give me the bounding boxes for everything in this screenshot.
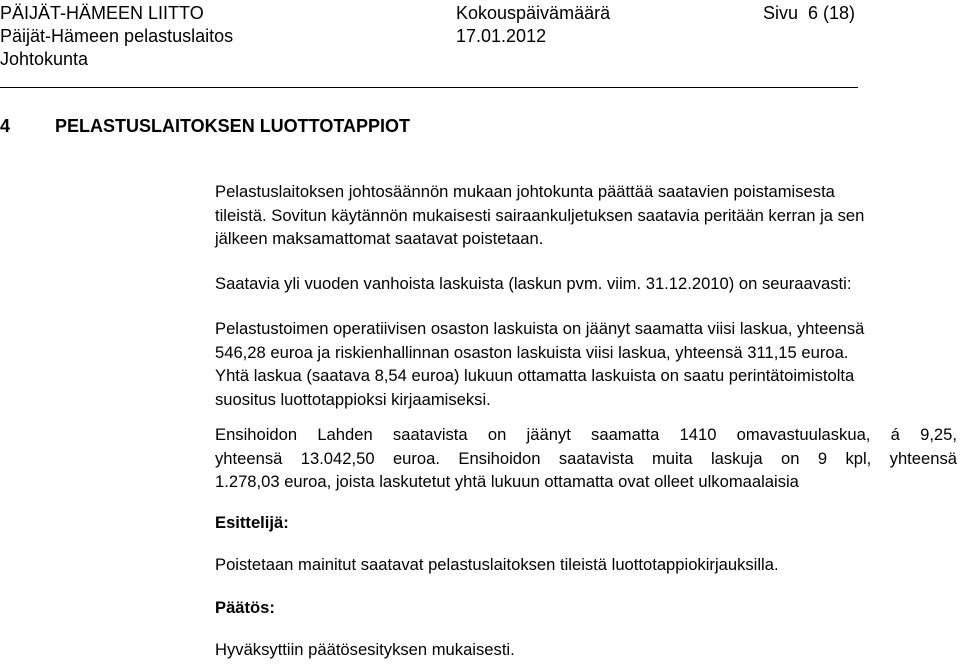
- section-title-text: PELASTUSLAITOKSEN LUOTTOTAPPIOT: [55, 116, 411, 136]
- section-number: 4: [0, 116, 11, 136]
- paragraph-receivables-intro: [215, 272, 957, 296]
- paragraph-line: jälkeen maksamattomat saatavat poistetaan.: [215, 229, 544, 248]
- section-title: [0, 115, 410, 137]
- header-unit-name: Päijät-Hämeen pelastuslaitos: [0, 26, 234, 46]
- paragraph-policy: [215, 180, 957, 251]
- header-divider: [0, 87, 858, 88]
- paragraph-line: Yhtä laskua (saatava 8,54 euroa) lukuun ottamatta laskuista on saatu perintätoimistolta: [215, 366, 855, 385]
- paragraph-line: 1.278,03 euroa, joista laskutetut yhtä lukuun ottamatta ovat olleet ulkomaalaisia: [215, 472, 799, 491]
- decision-text: Hyväksyttiin päätösesityksen mukaisesti.: [215, 640, 515, 659]
- decision-heading: Päätös:: [215, 598, 275, 617]
- paragraph-line: Pelastuslaitoksen johtosäännön mukaan johtokunta päättää saatavien poistamisesta: [215, 182, 835, 201]
- presenter-heading: Esittelijä:: [215, 513, 289, 532]
- header-date-label: Kokouspäivämäärä: [456, 3, 611, 23]
- decision-text-block: [215, 638, 957, 662]
- header-date-value: 17.01.2012: [456, 26, 547, 46]
- presenter-proposal-text: Poistetaan mainitut saatavat pelastuslaitoksen tileistä luottotappiokirjauksilla.: [215, 555, 779, 574]
- paragraph-operative-dept: [215, 317, 957, 411]
- header-page-number: Sivu 6 (18): [763, 3, 856, 23]
- header-org-name: PÄIJÄT-HÄMEEN LIITTO: [0, 3, 204, 23]
- paragraph-emergency-care: [215, 423, 957, 494]
- paragraph-line: suositus luottotappioksi kirjaamiseksi.: [215, 389, 491, 409]
- paragraph-line: Ensihoidon Lahden saatavista on jäänyt saamatta 1410 omavastuulaskua, á 9,25,: [215, 425, 957, 444]
- paragraph-line: Saatavia yli vuoden vanhoista laskuista (laskun pvm. viim. 31.12.2010) on seuraavasti:: [215, 274, 852, 293]
- header-body-name: Johtokunta: [0, 49, 89, 69]
- paragraph-line: Pelastustoimen operatiivisen osaston laskuista on jäänyt saamatta viisi laskua, yhteensä: [215, 319, 865, 338]
- paragraph-line: 546,28 euroa ja riskienhallinnan osaston laskuista viisi laskua, yhteensä 311,15 euroa.: [215, 342, 849, 362]
- paragraph-line: tileistä. Sovitun käytännön mukaisesti sairaankuljetuksen saatavia peritään kerran ja sen: [215, 205, 865, 225]
- presenter-proposal: [215, 553, 957, 577]
- paragraph-line: yhteensä 13.042,50 euroa. Ensihoidon saatavista muita laskuja on 9 kpl, yhteensä: [215, 448, 957, 468]
